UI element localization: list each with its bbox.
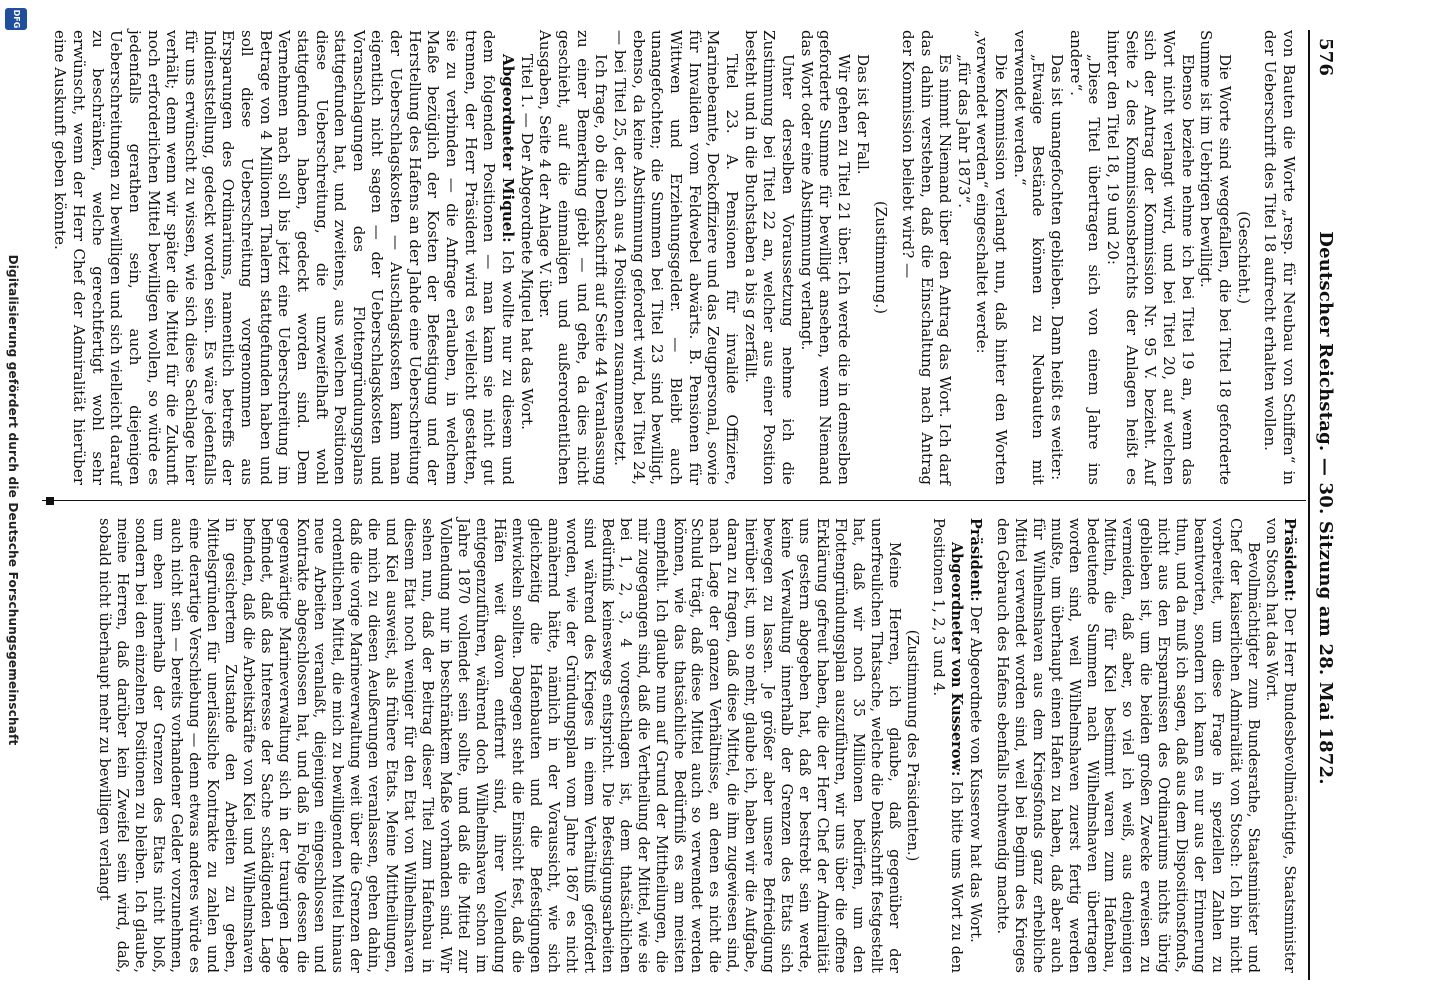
paragraph: [928, 518, 965, 973]
page-number: 576: [1315, 38, 1336, 77]
paragraph: Wir gehen zu Titel 21 über. Ich werde die in demselben geforderte Summe für bewilligt ansehen, wenn Niemand das Wort oder eine Abstimmung verlangt.: [797, 30, 853, 485]
running-title: Deutscher Reichstag. — 30. Sitzung am 28. Mai 1872.: [1315, 231, 1336, 785]
speaker-name: Abgeordneter Miquel:: [499, 54, 518, 243]
column-marker: [46, 497, 54, 505]
speaker-name: Präsident:: [966, 518, 984, 602]
paragraph: [51, 30, 517, 485]
speech-text: Ich wollte nur zu diesem und dem folgenden Positionen — man kann sie nicht gut trennen, der Herr Präsident wird es vielleicht gestatten, sie zu verbinden — die Anfrage erlauben, in welchem Maße bezüglich der Kosten der Befestigung und der Herstellung des Hafens an der Jahde eine Ueberschreitung der Ueberschlagskosten — Auschlagskosten kann man eigentlich nicht sagen — der Ueberschlagskosten und Voranschlagungen des Flottengründungsplans stattgefunden hat, und zweitens, aus welchen Positionen diese Ueberschreitung, die unzweifelhaft wohl stattgefunden haben, gedeckt worden sind. Dem Vernehmen nach soll bis jetzt eine Ueberschreitung im Betrage von 4 Millionen Thalern stattgefunden haben und soll diese Ueberschreitung vorgenommen aus Ersparungen des Ordinariums, namentlich betreffs der Indienststellung, gedeckt worden sein. Es wäre jedenfalls für uns erwünscht zu wissen, wie sich diese Sachlage hier verhält; denn wenn wir später die Mittel für die Zukunft noch erforderlichen Mittel bewilligen wollen, so würde es jedenfalls gerathen sein, auch diejenigen Ueberschreitungen zu bewilligen und sich vielleicht darauf zu beschränken, welche gerechtfertigt wohl sehr erwünscht, wenn der Herr Chef der Admiralität hierüber eine Auskunft geben könnte.: [51, 30, 518, 486]
paragraph: „Diese Titel übertragen sich von einem Jahre ins andere“.: [1066, 30, 1104, 485]
speech-text: Ich bitte ums Wort zu den Positionen 1, 2, 3 und 4.: [929, 518, 964, 973]
speaker-name: Präsident:: [1281, 518, 1298, 602]
paragraph: Titel 23. A. Pensionen für invalide Offiziere, Marinebeamte, Deckoffiziere und das Zeugpersonal, sowie für Invaliden vom Feldwebel abwärts. B. Pensionen für Wittwen und Erziehungsgelder. — Bleibt auch unangefochten; die Summen bei Titel 23 sind bewilligt, ebenso, da keine Abstimmung gefordert wird, bei Titel 24, — bei Titel 25, der sich aus 4 Positionen zusammensetzt.: [611, 30, 741, 485]
digitization-note: Digitalisierung gefördert durch die Deutsche Forschungsgemeinschaft: [6, 254, 20, 746]
paragraph: (Zustimmung.): [872, 200, 891, 315]
paragraph: Das ist der Fall.: [853, 54, 872, 175]
paragraph: [1261, 518, 1298, 973]
paragraph: von Bauten die Worte „resp. für Neubau von Schiffen“ in der Ueberschrift des Titel 18 aufrecht erhalten wollen.: [1261, 30, 1298, 485]
paragraph: Es nimmt Niemand über den Antrag das Wort. Ich darf das dahin verstehen, daß die Einschaltung nach Antrag der Kommission beliebt wird? —: [898, 30, 955, 485]
column-divider: [42, 500, 1306, 501]
paragraph: Titel 1. — Der Abgeordnete Miquel hat das Wort.: [517, 54, 536, 430]
paragraph: Bevollmächtigter zum Bundesrathe, Staatsminister und Chef der kaiserlichen Admiralität von Stosch: Ich bin nicht vorbereitet, um diese Frage in speziellen Zahlen zu beantworten, sondern ich kann es nur aus der Erinnerung thun, und da muß ich sagen, daß aus dem Dispositionsfonds, nicht aus den Ersparnissen des Ordinariums nichts übrig geblieben ist, um die beiden großen Zwecke erweisen zu vermeiden, daß aber, so viel ich weiß, aus denjenigen Mitteln, die für Kiel bestimmt waren zum Hafenbau, bedeutende Summen nach Wilhelmshaven übertragen worden sind, weil Wilhelmshaven zuerst fertig werden mußte, um überhaupt einen Hafen zu haben, daß aber auch für Wilhelmshaven aus dem Kriegsfonds ganz erhebliche Mittel verwendet worden sind, weil bei Beginn des Krieges den Gebrauch des Hafens ebenfalls nothwendig machte.: [993, 518, 1262, 973]
paragraph: Ebenso beziehe nehme ich bei Titel 19 an, wenn das Wort nicht verlangt wird, und bei Titel 20, auf welchen sich der Antrag der Kommission Nr. 95 V. bezieht. Auf Seite 2 des Kommissionsberichts der Anlagen heißt es hinter den Titel 18, 19 und 20:: [1104, 30, 1197, 485]
paragraph: „für das Jahr 1873“.: [954, 54, 973, 209]
paragraph: Unter derselben Voraussetzung nehme ich die Zustimmung bei Titel 22 an, welcher aus einer Position besteht und in die Buchstaben a bis g zerfällt.: [741, 30, 797, 485]
speech-text: Der Herr Bundesbevollmächtigte, Staatsminister von Stosch hat das Wort.: [1263, 518, 1297, 973]
speaker-name: Abgeordneter von Kusserow:: [947, 542, 965, 777]
paragraph: Das ist unangefochten geblieben. Dann heißt es weiter:: [1048, 54, 1067, 481]
paragraph: Ich frage, ob die Denkschrift auf Seite 44 Veranlassung zu einer Bemerkung giebt — und gehe, da dies nicht geschieht, auf die einmaligen und außerordentlichen Ausgaben, Seite 4 der Anlage V. über.: [536, 30, 611, 485]
paragraph: [965, 518, 984, 973]
paragraph: Die Worte sind weggefallen, die bei Titel 18 geforderte Summe ist im Uebrigen bewilligt.: [1197, 30, 1235, 485]
paragraph: Meine Herren, ich glaube, daß gegenüber der unerfreulichen Thatsache, welche die Denkschrift festgestellt hat, daß wir noch 35 Millionen bedürfen, um den Flottengründungsplan auszuführen, wir uns über die offene Erklärung gefreut haben, die der Herr Chef der Admiralität uns gestern abgegeben hat, daß er bestrebt sein werde, keine Verwaltung innerhalb der Grenzen des Etats sich bewegen zu lassen. Je größer aber unsere Befriedigung hierüber ist, um so mehr, glaube ich, haben wir die Aufgabe, daran zu fragen, daß diese Mittel, die ihm zugewiesen sind, nach Lage der ganzen Verhältnisse, an denen es nicht die Schuld trägt, daß diese Mittel auch so verwendet werden können, wie das thatsächliche Bedürfniß es am meisten empfiehlt. Ich glaube nun auf Grund der Mittheilungen, die mir zugegangen sind, daß die Vertheilung der Mittel, wie sie bei 1, 2, 3, 4 vorgeschlagen ist, dem thatsächlichen Bedürfniß keineswegs entspricht. Die Befestigungsarbeiten sind während des Krieges in einem Verhältniß gefördert worden, wie der Gründungsplan vom Jahre 1867 es nicht annähernd hätte, nämlich in der Voraussicht, wie sich gleichzeitig die Hafenbauten und die Befestigungen entwickeln sollten. Dagegen steht die Einsicht fest, daß die Häfen weit davon entfernt sind, ihrer Vollendung entgegenzuführen, während doch Wilhelmshaven schon im Jahre 1870 vollendet sein sollte, und daß die Mittel zur Vollendung nur in beschränktem Maße vorhanden sind. Wir sehen nun, daß der Beitrag dieser Titel zum Hafenbau in diesem Etat noch weniger für den Etat von Wilhelmshaven und Kiel ausweist, als frühere Etats. Meine Mittheilungen, die mich zu diesen Aeußerungen veranlassen, gehen dahin, daß die vorige Marineverwaltung weit über die Grenzen der ordentlichen Mittel, die mich zu bewilligenden Mittel hinaus neue Arbeiten veranlaßt, diejenigen eingeschlossen und Kontrakte abgeschlossen hat, und daß in Folge dessen die gegenwärtige Marineverwaltung sich in der traurigen Lage befindet, daß das Interesse der Sache schädigenden Lage befinden, daß die Arbeitskräfte von Kiel und Wilhelmshaven in gesichertem Zustande den Arbeiten zu geben, Mittelsgründen für unerlässliche Kontrakte zu zahlen und eine derartige Verschiebung — denn etwas anderes würde es auch nicht sein — bereits vorhandener Gelder vorzunehmen, um eben innerhalb der Grenzen des Etats nicht bloß, sondern bei den einzelnen Positionen zu bleiben. Ich glaube, meine Herren, daß darüber kein Zweifel sein wird, daß, sobald nicht überhaupt mehr zu bewilligen verlangt: [96, 518, 902, 973]
paragraph: Die Kommission verlangt nun, daß hinter den Worten „verwendet werden“ eingeschaltet werde:: [973, 30, 1011, 485]
paragraph: „Etwaige Bestände können zu Neubauten mit verwendet werden.“: [1010, 30, 1048, 485]
paragraph: (Zustimmung des Präsidenten.): [903, 629, 920, 862]
left-column: [51, 30, 1298, 485]
right-column: [94, 518, 1298, 973]
dfg-logo: DFG: [5, 8, 27, 30]
header-rule: [1308, 30, 1310, 980]
speech-text: Der Abgeordnete von Kusserow hat das Wort.: [966, 601, 983, 943]
page-header: [1312, 28, 1336, 988]
paragraph: (Geschieht.): [1234, 210, 1253, 305]
